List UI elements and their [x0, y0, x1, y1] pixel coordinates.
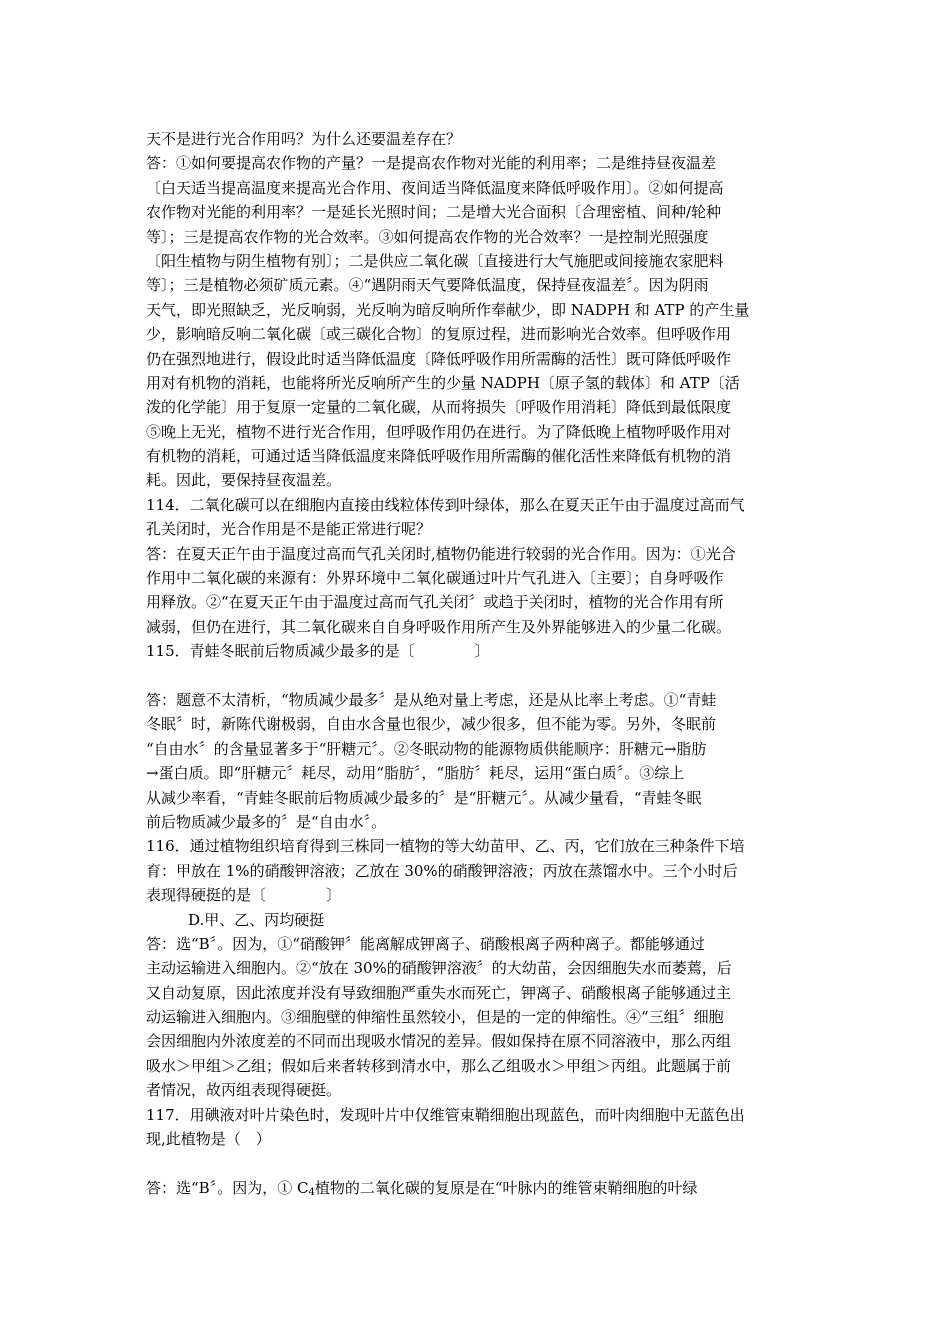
text-line: 吸水＞甲组＞乙组；假如后来者转移到清水中，那么乙组吸水＞甲组＞丙组。此题属于前 — [146, 1056, 732, 1075]
text-line: 育：甲放在 1%的硝酸钾溶液；乙放在 30%的硝酸钾溶液；丙放在蒸馏水中。三个小时后 — [146, 861, 738, 880]
text-line: 现,此植物是（ ） — [146, 1130, 271, 1149]
text-line: 会因细胞内外浓度差的不同而出现吸水情况的差异。假如保持在原不同溶液中，那么丙组 — [146, 1032, 732, 1051]
text-line: 表现得硬挺的是〔 〕 — [146, 886, 342, 905]
question-114: 114．二氧化碳可以在细胞内直接由线粒体传到叶绿体，那么在夏天正午由于温度过高而气 — [146, 495, 745, 514]
text-line: 主动运输进入细胞内。②“放在 30%的硝酸钾溶液〞的大幼苗，会因细胞失水而萎蔫，后 — [146, 959, 732, 978]
text-line: 用对有机物的消耗，也能将所光反响所产生的少量 NADPH〔原子氢的载体〕和 ATP〔活 — [146, 373, 740, 392]
text-line: →蛋白质。即“肝糖元〞耗尽，动用“脂肪〞，“脂肪〞耗尽，运用“蛋白质〞。③综上 — [146, 764, 685, 783]
blank-line — [146, 664, 810, 688]
answer-115: 答：题意不太清析，“物质减少最多〞是从绝对量上考虑，还是从比率上考虑。①“青蛙 — [146, 690, 717, 709]
answer-116: 答：选“B〞。因为，①“硝酸钾〞能离解成钾离子、硝酸根离子两种离子。都能够通过 — [146, 934, 705, 953]
text-line: 有机物的消耗，可通过适当降低温度来降低呼吸作用所需酶的催化活性来降低有机物的消 — [146, 447, 732, 466]
text-line: 冬眠〞时，新陈代谢极弱，自由水含量也很少，减少很多，但不能为零。另外，冬眠前 — [146, 715, 717, 734]
question-117: 117．用碘液对叶片染色时，发现叶片中仅维管束鞘细胞出现蓝色，而叶肉细胞中无蓝色出 — [146, 1105, 745, 1124]
answer-117-start: 答：选“B〞。因为，① C — [146, 1178, 309, 1197]
text-column — [146, 127, 810, 1200]
answer-114: 答：在夏天正午由于温度过高而气孔关闭时,植物仍能进行较弱的光合作用。因为：①光合 — [146, 544, 736, 563]
text-line: ⑤晚上无光，植物不进行光合作用，但呼吸作用仍在进行。为了降低晚上植物呼吸作用对 — [146, 422, 732, 441]
text-line: 又自动复原，因此浓度并没有导致细胞严重失水而死亡，钾离子、硝酸根离子能够通过主 — [146, 983, 732, 1002]
text-line: 作用中二氧化碳的来源有：外界环境中二氧化碳通过叶片气孔进入〔主要〕；自身呼吸作 — [146, 569, 724, 588]
text-line: 者情况，故丙组表现得硬挺。 — [146, 1081, 342, 1100]
blank-line — [146, 1151, 810, 1175]
text-line: 天不是进行光合作用吗？为什么还要温差存在？ — [146, 130, 462, 148]
text-line: 前后物质减少最多的〞是“自由水〞。 — [146, 812, 387, 831]
question-116: 116．通过植物组织培育得到三株同一植物的等大幼苗甲、乙、丙，它们放在三种条件下培 — [146, 837, 745, 856]
text-line: 孔关闭时，光合作用是不是能正常进行呢？ — [146, 520, 432, 539]
text-line: 从减少率看，“青蛙冬眠前后物质减少最多的〞是“肝糖元〞。从减少量看，“青蛙冬眠 — [146, 788, 702, 807]
text-line: “自由水〞的含量显著多于“肝糖元〞。②冬眠动物的能源物质供能顺序：肝糖元→脂肪 — [146, 739, 707, 758]
text-line: 等〕；三是植物必须矿质元素。④“遇阴雨天气要降低温度，保持昼夜温差〞。因为阴雨 — [146, 276, 709, 295]
text-line: 泼的化学能〕用于复原一定量的二氧化碳，从而将损失〔呼吸作用消耗〕降低到最低限度 — [146, 398, 732, 417]
option-d: D.甲、乙、丙均硬挺 — [188, 910, 325, 929]
question-115: 115．青蛙冬眠前后物质减少最多的是〔 〕 — [146, 642, 490, 661]
text-line: 答：①如何要提高农作物的产量？一是提高农作物对光能的利用率；二是维持昼夜温差 — [146, 154, 717, 173]
text-line: 仍在强烈地进行，假设此时适当降低温度〔降低呼吸作用所需酶的活性〕既可降低呼吸作 — [146, 349, 732, 368]
text-line: 动运输进入细胞内。③细胞壁的伸缩性虽然较小，但是的一定的伸缩性。④“三组〞细胞 — [146, 1008, 724, 1027]
answer-117-rest: 植物的二氧化碳的复原是在“叶脉内的维管束鞘细胞的叶绿 — [314, 1178, 698, 1197]
text-line: 〔白天适当提高温度来提高光合作用、夜间适当降低温度来降低呼吸作用〕。②如何提高 — [146, 178, 724, 197]
text-line: 农作物对光能的利用率？一是延长光照时间；二是增大光合面积〔合理密植、间种/轮种 — [146, 203, 722, 222]
answer-117 — [146, 1176, 810, 1200]
text-line: 等〕；三是提高农作物的光合效率。③如何提高农作物的光合效率？一是控制光照强度 — [146, 227, 709, 246]
text-line: 减弱，但仍在进行，其二氧化碳来自自身呼吸作用所产生及外界能够进入的少量二化碳。 — [146, 617, 732, 636]
subscript-4: 4 — [308, 1186, 315, 1198]
text-line: 天气，即光照缺乏，光反响弱，光反响为暗反响所作奉献少，即 NADPH 和 ATP 的产生量 — [146, 300, 750, 319]
text-line: 〔阳生植物与阴生植物有别〕；二是供应二氧化碳〔直接进行大气施肥或间接施农家肥料 — [146, 251, 724, 270]
text-line: 少，影响暗反响二氧化碳〔或三碳化合物〕的复原过程，进而影响光合效率。但呼吸作用 — [146, 325, 732, 344]
text-line: 用释放。②“在夏天正午由于温度过高而气孔关闭〞或趋于关闭时，植物的光合作用有所 — [146, 593, 724, 612]
text-line: 耗。因此，要保持昼夜温差。 — [146, 471, 342, 490]
